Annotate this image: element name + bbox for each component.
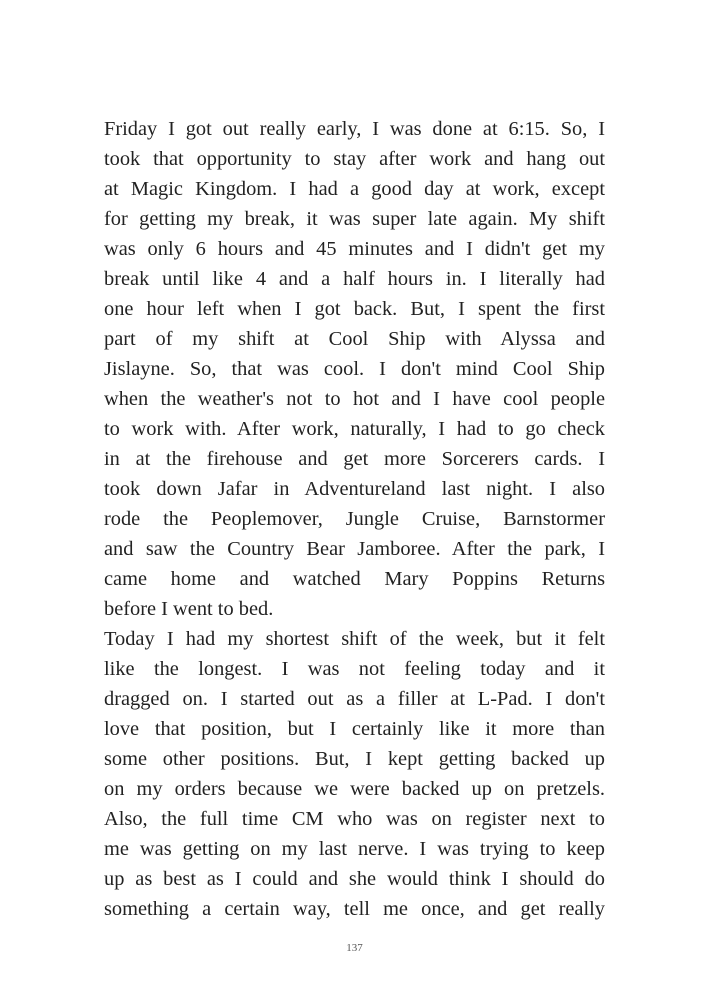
text-line: up as best as I could and she would think I should do [104, 868, 605, 890]
text-line: before I went to bed. [104, 598, 274, 620]
text-line: me was getting on my last nerve. I was trying to keep [104, 838, 605, 860]
text-line: love that position, but I certainly like it more than [104, 718, 605, 740]
text-line: was only 6 hours and 45 minutes and I didn't get my [104, 238, 605, 260]
text-line: in at the firehouse and get more Sorcerers cards. I [104, 448, 605, 470]
text-line: on my orders because we were backed up on pretzels. [104, 778, 605, 800]
text-line: for getting my break, it was super late again. My shift [104, 208, 605, 230]
paragraph-friday [104, 114, 605, 624]
body-text [104, 114, 605, 924]
text-line: Today I had my shortest shift of the week, but it felt [104, 628, 605, 650]
text-line: at Magic Kingdom. I had a good day at work, except [104, 178, 605, 200]
text-line: something a certain way, tell me once, and get really [104, 898, 605, 920]
text-line: took down Jafar in Adventureland last night. I also [104, 478, 605, 500]
text-line: when the weather's not to hot and I have cool people [104, 388, 605, 410]
text-line: one hour left when I got back. But, I spent the first [104, 298, 605, 320]
text-line: took that opportunity to stay after work and hang out [104, 148, 605, 170]
text-line: part of my shift at Cool Ship with Alyssa and [104, 328, 605, 350]
text-line: some other positions. But, I kept getting backed up [104, 748, 605, 770]
text-line: came home and watched Mary Poppins Returns [104, 568, 605, 590]
text-line: rode the Peoplemover, Jungle Cruise, Barnstormer [104, 508, 605, 530]
text-line: dragged on. I started out as a filler at L-Pad. I don't [104, 688, 605, 710]
text-line: Also, the full time CM who was on register next to [104, 808, 605, 830]
text-line: like the longest. I was not feeling today and it [104, 658, 605, 680]
text-line: to work with. After work, naturally, I had to go check [104, 418, 605, 440]
text-line: and saw the Country Bear Jamboree. After the park, I [104, 538, 605, 560]
text-line: Jislayne. So, that was cool. I don't mind Cool Ship [104, 358, 605, 380]
text-line: break until like 4 and a half hours in. I literally had [104, 268, 605, 290]
paragraph-today [104, 624, 605, 924]
text-line: Friday I got out really early, I was done at 6:15. So, I [104, 118, 605, 140]
page-number: 137 [346, 942, 363, 954]
